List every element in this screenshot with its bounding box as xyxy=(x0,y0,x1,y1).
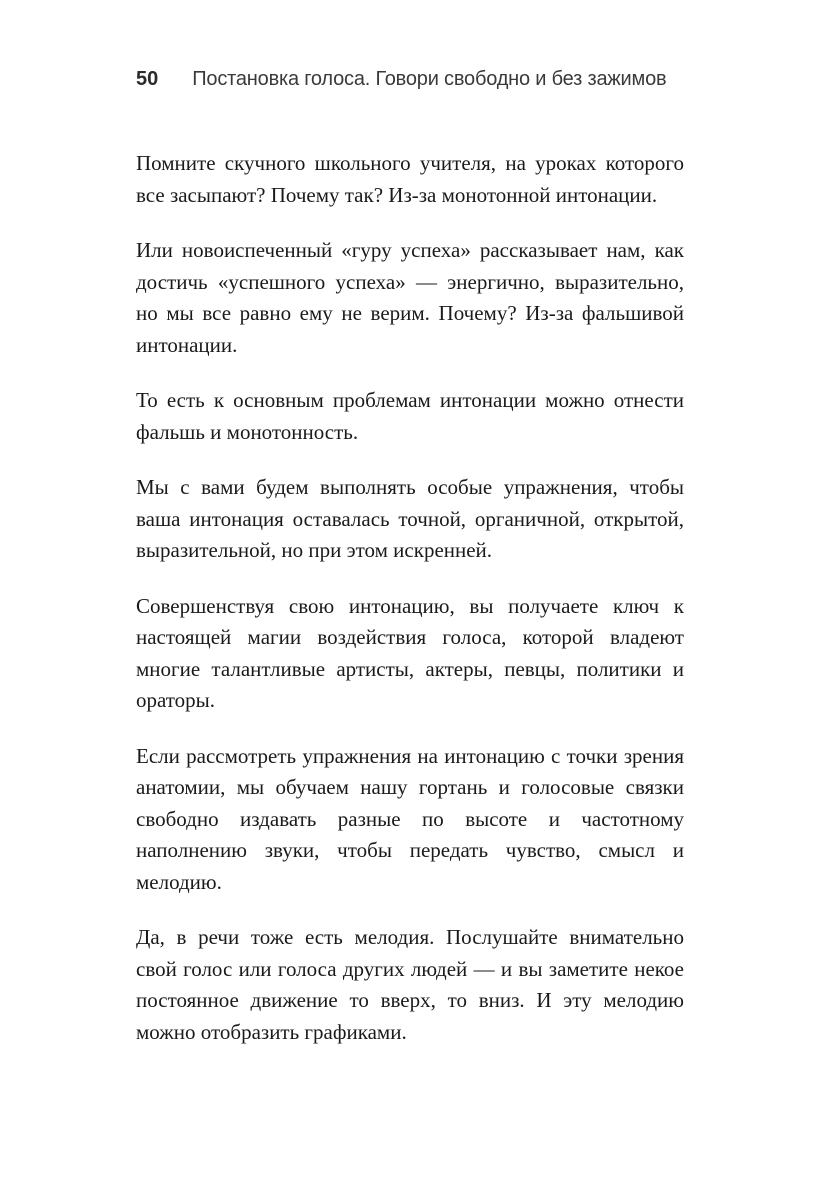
paragraph-6: Если рассмотреть упражнения на интонацию с точки зрения анатомии, мы обучаем нашу гортань и голосовые связки свободно издавать разные по высоте и частотному наполнению звуки, чтобы передать чувство, смысл и мелодию. xyxy=(136,743,684,894)
page-number: 50 xyxy=(136,68,159,90)
paragraph-1: Помните скучного школьного учителя, на уроках которого все засыпают? Почему так? Из-за монотонной интонации. xyxy=(136,151,684,207)
paragraph-3: То есть к основным проблемам интонации можно отнести фальшь и монотонность. xyxy=(136,388,684,444)
body-text xyxy=(136,148,684,1048)
paragraph-7: Да, в речи тоже есть мелодия. Послушайте внимательно свой голос или голоса других людей — и вы заметите некое постоянное движение то вверх, то вниз. И эту мелодию можно отобразить графиками. xyxy=(136,925,684,1044)
running-header xyxy=(136,68,684,100)
chapter-title: Постановка голоса. Говори свободно и без зажимов xyxy=(192,68,667,90)
paragraph-2: Или новоиспеченный «гуру успеха» рассказывает нам, как достичь «успешного успеха» — энергично, выразительно, но мы все равно ему не верим. Почему? Из-за фальшивой интонации. xyxy=(136,238,684,357)
paragraph-4: Мы с вами будем выполнять особые упражнения, чтобы ваша интонация оставалась точной, органичной, открытой, выразительной, но при этом искренней. xyxy=(136,475,684,562)
paragraph-5: Совершенствуя свою интонацию, вы получаете ключ к настоящей магии воздействия голоса, которой владеют многие талантливые артисты, актеры, певцы, политики и ораторы. xyxy=(136,593,684,712)
